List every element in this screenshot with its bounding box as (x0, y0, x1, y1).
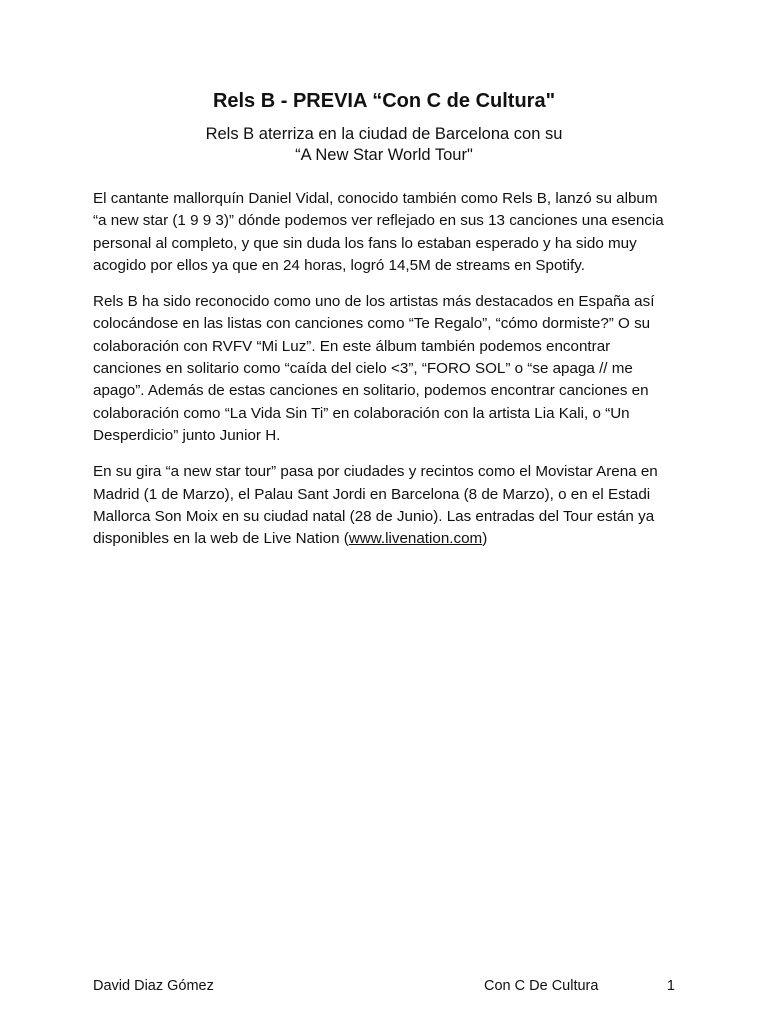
document-title: Rels B - PREVIA “Con C de Cultura" (212, 90, 556, 112)
footer-author: David Diaz Gómez (93, 978, 214, 994)
document-body (93, 88, 675, 564)
paragraph-2: Rels B ha sido reconocido como uno de los artistas más destacados en España así colocándose en las listas con canciones como “Te Regalo”, “cómo dormiste?” O su colaboración con RVFV “Mi Luz”. En este álbum también podemos encontrar canciones en solitario como “caída del cielo <3”, “FORO SOL” o “se apaga // me apago”. Además de estas canciones en solitario, podemos encontrar canciones en colaboración como “La Vida Sin Ti” en colaboración con la artista Lia Kali, o “Un Desperdicio” junto Junior H. (93, 293, 655, 444)
page-footer (93, 976, 675, 996)
paragraph-1: El cantante mallorquín Daniel Vidal, conocido también como Rels B, lanzó su album “a new star (1 9 9 3)” dónde podemos ver reflejado en sus 13 canciones una esencia personal al completo, y que sin duda los fans lo estaban esperado y ha sido muy acogido por ellos ya que en 24 horas, logró 14,5M de streams en Spotify. (93, 190, 664, 274)
subtitle-line-1: Rels B aterriza en la ciudad de Barcelona con su (205, 125, 563, 143)
document-subtitle (93, 124, 675, 166)
livenation-link[interactable]: www.livenation.com (348, 530, 483, 548)
subtitle-line-2: “A New Star World Tour" (295, 146, 473, 164)
paragraph-3 (93, 461, 675, 550)
paragraph-3-end: ) (482, 530, 488, 548)
paragraph-3-text: En su gira “a new star tour” pasa por ciudades y recintos como el Movistar Arena en Madrid (1 de Marzo), el Palau Sant Jordi en Barcelona (8 de Marzo), o en el Estadi Mallorca Son Moix en su ciudad natal (28 de Junio). Las entradas del Tour están ya disponibles en la web de Live Nation ( (93, 463, 658, 548)
footer-publication: Con C De Cultura (484, 978, 599, 994)
footer-page-number: 1 (666, 978, 675, 994)
